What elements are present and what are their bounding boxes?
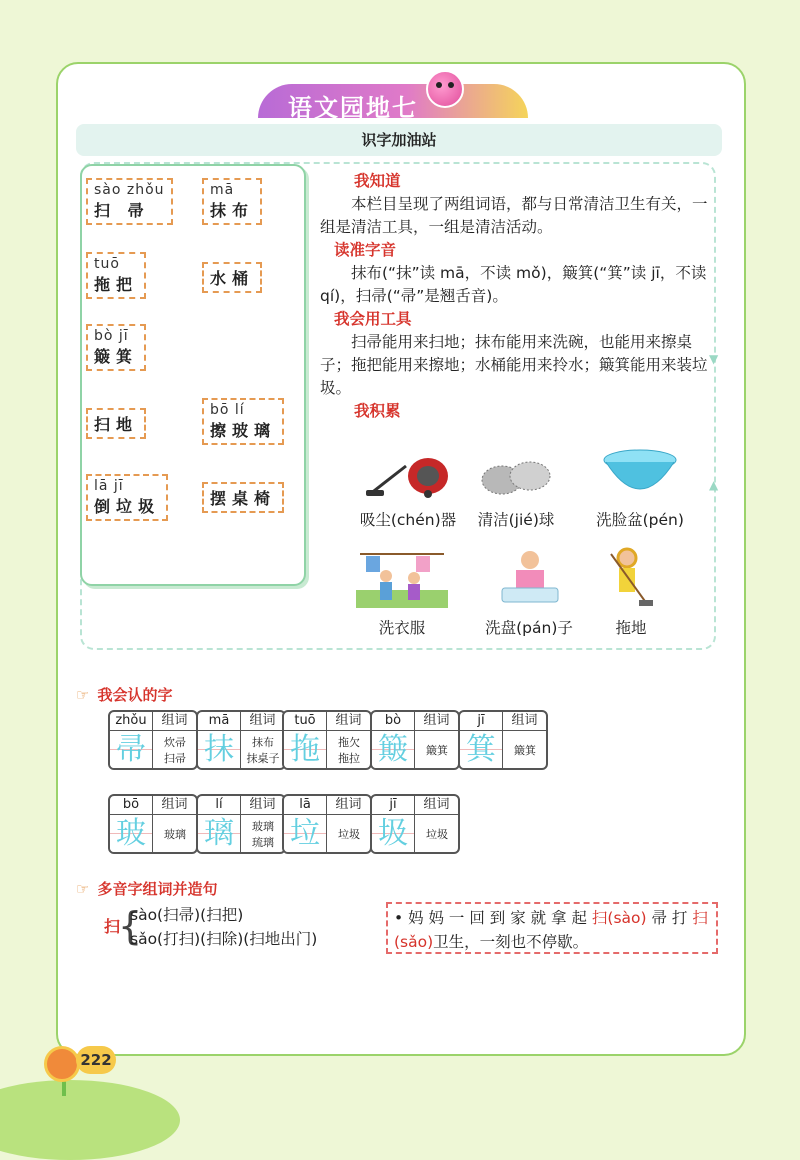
tile-zuci-label: 组词 — [241, 712, 284, 731]
word-pinyin: mā — [210, 182, 235, 198]
tile-zuci-label: 组词 — [415, 796, 458, 815]
tile-word: 抹布 — [252, 736, 274, 749]
tile-zuci-label: 组词 — [415, 712, 458, 731]
tile-char: 帚 — [110, 731, 153, 768]
sentence-part: 帚 打 — [646, 909, 693, 927]
word-card — [202, 178, 262, 225]
brace-icon: { — [118, 904, 143, 948]
tile-pinyin: jī — [372, 796, 415, 815]
tile-word: 拖欠 — [338, 736, 360, 749]
pointing-hand-icon: ☞ — [76, 880, 90, 898]
word-hanzi: 拖把 — [94, 275, 139, 294]
tile-zuci-label: 组词 — [153, 712, 196, 731]
tile-char: 箕 — [460, 731, 503, 768]
tile-word: 拖拉 — [338, 752, 360, 765]
arrow-up-icon: ▲ — [709, 478, 719, 492]
picture-label: 洗盘(pán)子 — [485, 619, 573, 637]
explanation-column — [320, 170, 710, 423]
page-number: 222 — [76, 1046, 116, 1074]
word-card-panel — [80, 164, 306, 586]
tile-char: 垃 — [284, 815, 327, 852]
char-tile — [458, 710, 548, 770]
polyphone-reading-2: sǎo(打扫)(扫除)(扫地出门) — [130, 930, 318, 948]
picture-label: 清洁(jié)球 — [477, 511, 555, 529]
tile-word: 玻璃 — [252, 820, 274, 833]
sentence-part: • 妈 妈 一 回 到 家 就 拿 起 — [394, 909, 592, 927]
tile-char: 拖 — [284, 731, 327, 768]
word-pinyin: bò jī — [94, 328, 129, 344]
word-card — [202, 262, 262, 293]
unit-header — [258, 70, 538, 122]
word-hanzi: 簸箕 — [94, 347, 139, 366]
word-card — [86, 408, 146, 439]
sentence-highlight: (sǎo) — [394, 933, 434, 951]
picture-laundry — [352, 546, 452, 638]
word-card — [202, 482, 284, 513]
picture-vacuum — [352, 446, 464, 530]
char-tile — [108, 794, 198, 854]
text-tools: 扫帚能用来扫地；抹布能用来洗碗，也能用来擦桌子；拖把能用来擦地；水桶能用来拎水；簸箕能用来装垃圾。 — [320, 333, 708, 397]
char-tile — [196, 710, 286, 770]
word-card — [202, 398, 284, 445]
section-title-bar: 识字加油站 — [76, 124, 722, 156]
sentence-highlight: 扫 — [692, 909, 708, 927]
word-hanzi: 抹布 — [210, 201, 255, 220]
polyphone-heading-text: 多音字组词并造句 — [97, 880, 218, 898]
sentence-part: 卫生，一刻也不停歇。 — [433, 933, 589, 951]
mopping-icon — [603, 546, 659, 608]
char-tile — [196, 794, 286, 854]
picture-label: 吸尘(chén)器 — [359, 511, 457, 529]
picture-basin — [584, 446, 696, 530]
tile-word: 扫帚 — [164, 752, 186, 765]
tile-char: 抹 — [198, 731, 241, 768]
word-hanzi: 水桶 — [210, 269, 255, 288]
word-hanzi: 摆桌椅 — [210, 489, 277, 508]
word-card — [86, 474, 168, 521]
tile-zuci-label: 组词 — [503, 712, 546, 731]
word-card — [86, 252, 146, 299]
tile-zuci-label: 组词 — [327, 712, 370, 731]
polyphone-heading — [76, 878, 217, 899]
char-tile — [282, 710, 372, 770]
char-tile — [282, 794, 372, 854]
tile-pinyin: tuō — [284, 712, 327, 731]
tile-zuci-label: 组词 — [153, 796, 196, 815]
tile-word: 垃圾 — [426, 828, 448, 841]
picture-scrubber — [466, 446, 566, 530]
flower-icon — [44, 1046, 80, 1082]
word-pinyin: bō lí — [210, 402, 245, 418]
tile-char: 璃 — [198, 815, 241, 852]
tile-pinyin: jī — [460, 712, 503, 731]
word-card — [86, 324, 146, 371]
heading-accumulate: 我积累 — [354, 402, 401, 420]
basin-icon — [600, 446, 680, 500]
tile-word: 玻璃 — [164, 828, 186, 841]
word-card — [86, 178, 173, 225]
scrubber-icon — [476, 446, 556, 500]
sentence-highlight: 扫(sào) — [591, 909, 647, 927]
polyphone-char: 扫 — [104, 917, 121, 936]
tile-char: 玻 — [110, 815, 153, 852]
picture-label: 拖地 — [615, 619, 647, 637]
text-know: 本栏目呈现了两组词语，都与日常清洁卫生有关，一组是清洁工具，一组是清洁活动。 — [320, 195, 708, 236]
heading-tools: 我会用工具 — [334, 310, 412, 328]
tile-word: 抹桌子 — [246, 752, 280, 765]
recognize-heading-text: 我会认的字 — [97, 686, 173, 704]
tile-zuci-label: 组词 — [327, 796, 370, 815]
tile-pinyin: lí — [198, 796, 241, 815]
header-title: 语文园地七 — [288, 94, 418, 122]
decorative-hill — [0, 1080, 180, 1160]
heading-know: 我知道 — [354, 172, 401, 190]
picture-label: 洗衣服 — [378, 619, 426, 637]
pointing-hand-icon: ☞ — [76, 686, 90, 704]
picture-mopping — [596, 546, 666, 638]
tile-word: 簸箕 — [514, 744, 536, 757]
tile-word: 炊帚 — [164, 736, 186, 749]
char-tile — [108, 710, 198, 770]
mascot-icon — [426, 70, 464, 108]
char-tile — [370, 710, 460, 770]
example-sentence — [386, 902, 718, 954]
tile-word: 琉璃 — [252, 836, 274, 849]
tile-pinyin: bò — [372, 712, 415, 731]
word-hanzi: 扫 帚 — [94, 201, 150, 220]
tile-zuci-label: 组词 — [241, 796, 284, 815]
word-hanzi: 擦玻璃 — [210, 421, 277, 440]
arrow-down-icon: ▼ — [709, 352, 719, 366]
tile-pinyin: mā — [198, 712, 241, 731]
dishwashing-icon — [494, 546, 564, 608]
tile-pinyin: bō — [110, 796, 153, 815]
picture-dishes — [474, 546, 584, 638]
tile-char: 簸 — [372, 731, 415, 768]
tile-pinyin: zhǒu — [110, 712, 153, 731]
word-hanzi: 倒垃圾 — [94, 497, 161, 516]
heading-pronounce: 读准字音 — [334, 241, 397, 259]
tile-pinyin: lā — [284, 796, 327, 815]
tile-word: 簸箕 — [426, 744, 448, 757]
word-pinyin: tuō — [94, 256, 120, 272]
recognize-heading — [76, 684, 172, 705]
vacuum-icon — [366, 446, 450, 500]
word-hanzi: 扫地 — [94, 415, 139, 434]
char-tile — [370, 794, 460, 854]
tile-char: 圾 — [372, 815, 415, 852]
polyphone-reading-1: sào(扫帚)(扫把) — [130, 906, 244, 924]
laundry-scene-icon — [356, 546, 448, 608]
word-pinyin: lā jī — [94, 478, 124, 494]
tile-word: 垃圾 — [338, 828, 360, 841]
picture-label: 洗脸盆(pén) — [596, 511, 684, 529]
text-pronounce: 抹布(“抹”读 mā，不读 mǒ)，簸箕(“箕”读 jī，不读 qí)，扫帚(“帚”是翘舌音)。 — [320, 264, 707, 305]
word-pinyin: sào zhǒu — [94, 182, 165, 198]
